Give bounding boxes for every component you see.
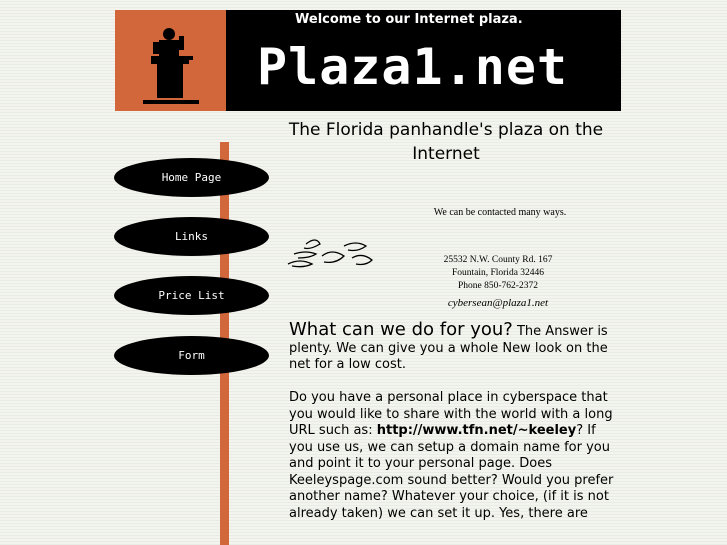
welcome-text: Welcome to our Internet plaza. <box>295 12 523 27</box>
nav-links-button[interactable]: Links <box>114 217 269 256</box>
para1-text-a: Do you have a personal place in cyberspace that you would like to share with the world with a long URL such as: <box>289 390 613 438</box>
scribble-logo-icon <box>286 236 378 270</box>
phone-number: Phone 850-762-2372 <box>458 281 538 291</box>
podium-speaker-icon <box>139 22 203 106</box>
nav-price-list-button[interactable]: Price List <box>114 276 269 315</box>
example-url: http://www.tfn.net/~keeley <box>376 423 577 438</box>
city-address: Fountain, Florida 32446 <box>451 268 545 278</box>
contact-address <box>420 254 576 293</box>
header-banner <box>115 10 621 111</box>
nav-form-button[interactable]: Form <box>114 336 269 375</box>
main-heading: What can we do for you? <box>289 319 513 340</box>
tagline: The Florida panhandle's plaza on the Internet <box>288 120 604 164</box>
email-link[interactable]: cybersean@plaza1.net <box>447 297 549 309</box>
site-title: Plaza1.net <box>257 38 569 96</box>
nav-home-page-button[interactable]: Home Page <box>114 158 269 197</box>
main-content <box>289 319 614 539</box>
street-address: 25532 N.W. County Rd. 167 <box>443 255 553 265</box>
para1-text-b: ? If you use us, we can setup a domain name for you and point it to your personal page. Does Keeleyspage.com sound better? Would you prefer another name? Whatever your choice, (if it is not already taken) we can set it up. Yes, there are <box>289 423 614 521</box>
logo-panel <box>115 10 226 111</box>
contact-intro: We can be contacted many ways. <box>433 207 567 218</box>
intro-text: The Answer is plenty. We can give you a whole New look on the net for a low cost. <box>289 324 608 372</box>
